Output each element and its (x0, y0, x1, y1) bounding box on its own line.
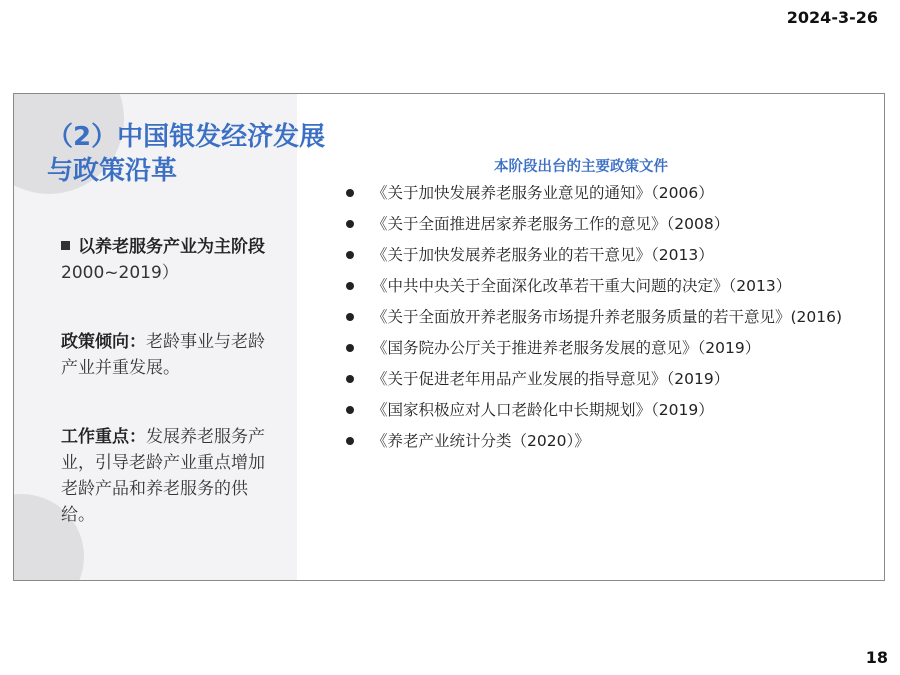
bullet-icon (346, 406, 354, 414)
policy-text: 《关于促进老年用品产业发展的指导意见》（2019） (372, 370, 730, 388)
list-item (344, 244, 864, 266)
list-item (344, 306, 864, 328)
title-line-1: （2）中国银发经济发展 (47, 122, 326, 152)
policy-list (344, 182, 864, 461)
bullet-icon (346, 437, 354, 445)
policy-text: 《关于全面推进居家养老服务工作的意见》（2008） (372, 215, 730, 233)
policy-text: 《关于加快发展养老服务业意见的通知》（2006） (372, 184, 714, 202)
policy-text: 《国务院办公厅关于推进养老服务发展的意见》（2019） (372, 339, 761, 357)
date-label: 2024-3-26 (786, 8, 878, 27)
policy-text: 《中共中央关于全面深化改革若干重大问题的决定》（2013） (372, 277, 792, 295)
bullet-icon (346, 282, 354, 290)
stage-label: 以养老服务产业为主阶段 (78, 237, 265, 257)
square-bullet-icon (61, 241, 70, 250)
slide-panel (13, 93, 885, 581)
orientation-block (61, 329, 281, 381)
list-item (344, 337, 864, 359)
bullet-icon (346, 220, 354, 228)
bullet-icon (346, 251, 354, 259)
slide-title (47, 120, 377, 188)
orientation-label: 政策倾向： (61, 332, 146, 352)
focus-block (61, 424, 281, 528)
bullet-icon (346, 375, 354, 383)
list-item (344, 275, 864, 297)
bullet-icon (346, 344, 354, 352)
list-item (344, 213, 864, 235)
list-item (344, 430, 864, 452)
list-item (344, 182, 864, 204)
orientation-text: 老龄事业与老龄产业并重发展。 (61, 332, 265, 378)
list-item (344, 399, 864, 421)
policy-text: 《国家积极应对人口老龄化中长期规划》（2019） (372, 401, 714, 419)
bullet-icon (346, 189, 354, 197)
policy-text: 《养老产业统计分类（2020）》 (372, 432, 590, 450)
focus-text: 发展养老服务产业，引导老龄产业重点增加老龄产品和养老服务的供给。 (61, 427, 265, 525)
stage-range: 2000~2019） (61, 263, 179, 283)
page-number: 18 (865, 648, 888, 667)
focus-label: 工作重点： (61, 427, 146, 447)
list-item (344, 368, 864, 390)
policy-text: 《关于加快发展养老服务业的若干意见》（2013） (372, 246, 714, 264)
stage-block (61, 234, 281, 286)
policy-text: 《关于全面放开养老服务市场提升养老服务质量的若干意见》(2016) (372, 308, 843, 326)
list-heading: 本阶段出台的主要政策文件 (494, 159, 668, 175)
bullet-icon (346, 313, 354, 321)
title-line-2: 与政策沿革 (47, 156, 178, 186)
